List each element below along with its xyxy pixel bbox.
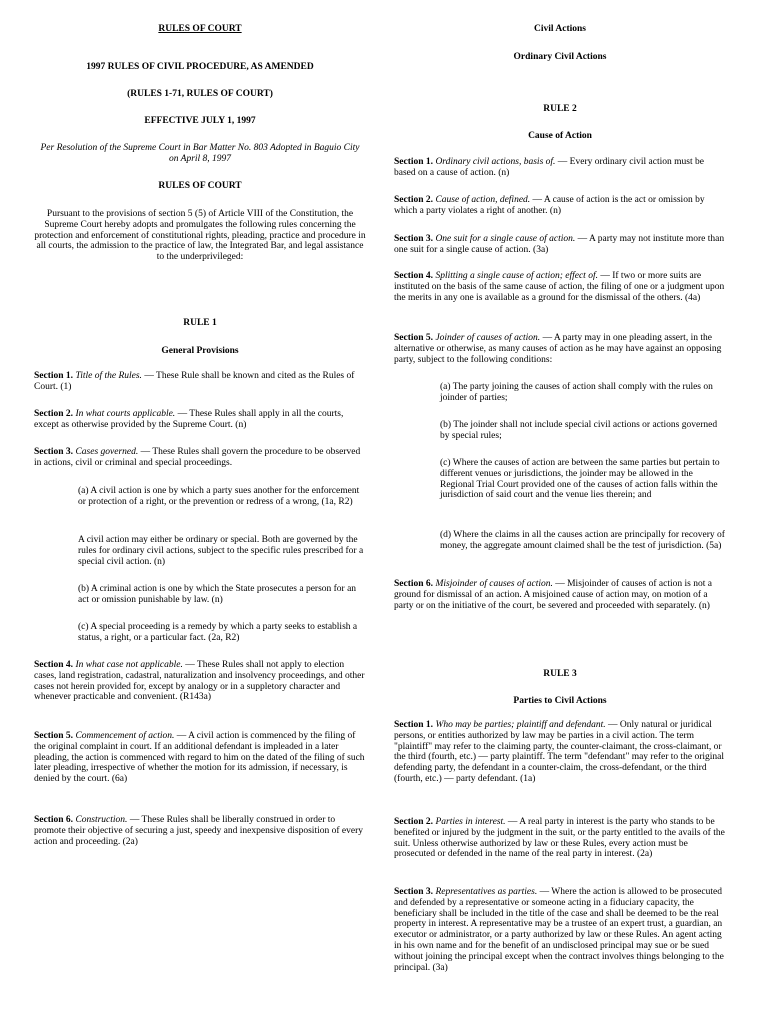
section-number: Section 4.	[394, 271, 434, 281]
section-number: Section 3.	[394, 887, 434, 897]
section-text: — If two or more suits are instituted on the basis of the same cause of action, the filing of one or a judgment upon the merits in any one is available as a ground for the dismissal of the others. (4a)	[394, 271, 725, 303]
section-3-a-note: A civil action may either be ordinary or special. Both are governed by the rules for ordinary civil actions, subject to the specific rules prescribed for a special civil action. (n)	[78, 535, 364, 567]
resolution-note: Per Resolution of the Supreme Court in Bar Matter No. 803 Adopted in Baguio City on April 8, 1997	[40, 143, 360, 164]
document-subtitle: 1997 RULES OF CIVIL PROCEDURE, AS AMENDED	[86, 62, 314, 72]
section-title: Parties in interest.	[435, 817, 506, 827]
section-3	[34, 447, 366, 469]
section-title: Joinder of causes of action.	[435, 333, 541, 343]
section-title: One suit for a single cause of action.	[435, 234, 576, 244]
section-number: Section 3.	[34, 447, 74, 457]
rule-1-title: General Provisions	[161, 346, 239, 356]
section-number: Section 3.	[394, 234, 434, 244]
rule-3-section-1	[394, 720, 726, 785]
rule-3-heading: RULE 3	[543, 669, 577, 679]
section-5	[34, 731, 366, 785]
section-text: — Every ordinary civil action must be based on a cause of action. (n)	[394, 157, 704, 178]
rules-range: (RULES 1-71, RULES OF COURT)	[127, 89, 273, 99]
section-3-c: (c) A special proceeding is a remedy by which a party seeks to establish a status, a right, or a particular fact. (2a, R2)	[78, 622, 358, 643]
rule-3-section-2	[394, 817, 726, 860]
section-2	[34, 409, 366, 431]
section-text: — A party may in one pleading assert, in the alternative or otherwise, as many causes of action as he may have against an opposing party, subject to the following conditions:	[394, 333, 722, 365]
rule-2-section-5-d: (d) Where the claims in all the causes action are principally for recovery of money, the aggregate amount claimed shall be the test of jurisdiction. (5a)	[440, 530, 725, 551]
section-text: — A real party in interest is the party who stands to be benefited or injured by the judgment in the suit, or the party entitled to the avails of the suit. Unless otherwise authorized by law or these Rules, every action must be prosecuted or defended in the name of the real party in interest. (2a)	[394, 817, 725, 860]
section-title: Ordinary civil actions, basis of.	[435, 157, 556, 167]
section-number: Section 2.	[34, 409, 74, 419]
section-title: In what courts applicable.	[75, 409, 176, 419]
rule-2-section-5-c: (c) Where the causes of action are between the same parties but pertain to different venues or jurisdictions, the joinder may be allowed in the Regional Trial Court provided one of the causes of action falls within the jurisdiction of said court and the venue lies therein; and	[440, 458, 720, 501]
rule-2-heading: RULE 2	[543, 104, 577, 114]
rule-2-section-6	[394, 579, 726, 611]
section-text: — Where the action is allowed to be prosecuted and defended by a representative or someone acting in a fiduciary capacity, the beneficiary shall be included in the title of the case and shall be deemed to be the real property in interest. A representative may be a trustee of an expert trust, a guardian, an executor or administrator, or a party authorized by law or these Rules. An agent acting in his own name and for the benefit of an undisclosed principal may sue or be sued without joining the principal except when the contract involves things belonging to the principal. (3a)	[394, 887, 724, 973]
section-title: Who may be parties; plaintiff and defendant.	[435, 720, 606, 730]
rule-2-section-4	[394, 271, 726, 303]
effective-date: EFFECTIVE JULY 1, 1997	[144, 116, 256, 126]
section-title: Commencement of action.	[75, 731, 175, 741]
rule-3-section-3	[394, 887, 726, 974]
section-number: Section 5.	[394, 333, 434, 343]
section-number: Section 6.	[394, 579, 434, 589]
section-text: — A party may not institute more than one suit for a single cause of action. (3a)	[394, 234, 725, 255]
section-text: — These Rules shall not apply to election cases, land registration, cadastral, naturalization and insolvency proceedings, and other cases not herein provided for, except by analogy or in a suppletory character and whenever practicable and convenient. (R143a)	[34, 660, 365, 703]
section-number: Section 1.	[34, 371, 74, 381]
section-title: Misjoinder of causes of action.	[435, 579, 553, 589]
section-title: In what case not applicable.	[75, 660, 183, 670]
section-text: — A civil action is commenced by the filing of the original complaint in court. If an additional defendant is impleaded in a later pleading, the action is commenced with regard to him on the dated of the filing of such later pleading, irrespective of whether the motion for its admission, if necessary, is denied by the court. (6a)	[34, 731, 365, 785]
section-number: Section 2.	[394, 817, 434, 827]
rules-of-court-heading: RULES OF COURT	[158, 181, 242, 191]
document-title: RULES OF COURT	[158, 24, 242, 34]
rule-2-section-3	[394, 234, 726, 256]
rule-2-section-2	[394, 195, 726, 217]
section-4	[34, 660, 366, 703]
rule-2-section-5-a: (a) The party joining the causes of action shall comply with the rules on joinder of parties;	[440, 382, 713, 403]
section-number: Section 1.	[394, 720, 434, 730]
section-text: — Misjoinder of causes of action is not a ground for dismissal of an action. A misjoined cause of action may, on motion of a party or on the initiative of the court, be severed and proceeded with separately. (n)	[394, 579, 712, 611]
section-title: Cause of action, defined.	[435, 195, 531, 205]
section-text: — A cause of action is the act or omission by which a party violates a right of another. (n)	[394, 195, 705, 216]
civil-actions-heading: Civil Actions	[534, 24, 586, 34]
section-number: Section 2.	[394, 195, 434, 205]
section-text: — These Rules shall govern the procedure to be observed in actions, civil or criminal and special proceedings.	[34, 447, 361, 468]
section-number: Section 1.	[394, 157, 434, 167]
section-title: Representatives as parties.	[435, 887, 538, 897]
section-number: Section 5.	[34, 731, 74, 741]
ordinary-civil-actions-heading: Ordinary Civil Actions	[513, 52, 607, 62]
section-text: — These Rules shall be liberally construed in order to promote their objective of securing a just, speedy and inexpensive disposition of every action and proceeding. (2a)	[34, 815, 363, 847]
section-3-b: (b) A criminal action is one by which the State prosecutes a person for an act or omission punishable by law. (n)	[78, 584, 357, 605]
section-title: Construction.	[75, 815, 128, 825]
section-number: Section 6.	[34, 815, 74, 825]
section-number: Section 4.	[34, 660, 74, 670]
rule-1-heading: RULE 1	[183, 318, 217, 328]
rule-3-title: Parties to Civil Actions	[513, 696, 607, 706]
rule-2-title: Cause of Action	[528, 131, 592, 141]
section-text: — Only natural or juridical persons, or entities authorized by law may be parties in a civil action. The term "plaintiff" may refer to the claiming party, the counter-claimant, the cross-claimant, or the third (fourth, etc.) — party plaintiff. The term "defendant" may refer to the original defending party, the defendant in a counter-claim, the cross-defendant, or the third (fourth, etc.) — party defendant. (1a)	[394, 720, 725, 785]
rule-2-section-5-b: (b) The joinder shall not include special civil actions or actions governed by special rules;	[440, 420, 718, 441]
section-6	[34, 815, 366, 847]
section-1	[34, 371, 366, 393]
section-title: Title of the Rules.	[75, 371, 142, 381]
section-title: Cases governed.	[75, 447, 139, 457]
section-text: — These Rule shall be known and cited as the Rules of Court. (1)	[34, 371, 355, 392]
rule-2-section-5	[394, 333, 726, 365]
rule-2-section-1	[394, 157, 726, 179]
section-3-a: (a) A civil action is one by which a party sues another for the enforcement or protection of a right, or the prevention or redress of a wrong, (1a, R2)	[78, 486, 360, 507]
section-text: — These Rules shall apply in all the courts, except as otherwise provided by the Supreme Court. (n)	[34, 409, 344, 430]
preamble: Pursuant to the provisions of section 5 (5) of Article VIII of the Constitution, the Supreme Court hereby adopts and promulgates the following rules concerning the protection and enforcement of constitutional rights, pleading, practice and procedure in all courts, the admission to the practice of law, the Integrated Bar, and legal assistance to the underprivileged:	[34, 209, 366, 263]
section-title: Splitting a single cause of action; effect of.	[435, 271, 598, 281]
